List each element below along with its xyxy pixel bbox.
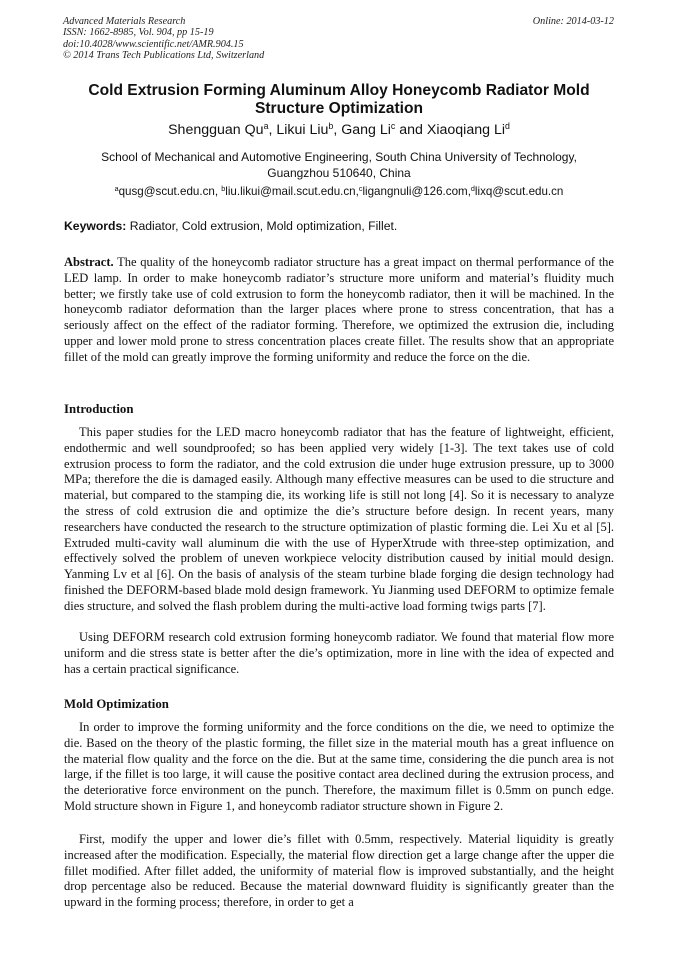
- email-address: qusg@scut.edu.cn: [118, 185, 215, 198]
- mold-paragraph: First, modify the upper and lower die’s fillet with 0.5mm, respectively. Material liquidity is greatly increased after the modification. Especially, the material flow direction get a large change after the upper die fillet modified. After fillet added, the uniformity of material flow is improved substantially, and the height drop percentage also be reduced. Because the material downward fluidity is significantly greater than the upward in the forming process; therefore, in order to get a: [64, 832, 614, 910]
- author-superscript: a: [263, 121, 269, 132]
- mold-paragraph: In order to improve the forming uniformity and the force conditions on the die, we need to optimize the die. Based on the theory of the plastic forming, the fillet size in the material mouth has a great influence on the material flow quality and the force on the die. But at the same time, considering the die punch area is not large, if the fillet is too large, it will cause the positive contact area declined during the extrusion process, and the deteriorative force environment on the punch. Therefore, the maximum fillet is 0.5mm on punch edge. Mold structure shown in Figure 1, and honeycomb radiator structure shown in Figure 2.: [64, 720, 614, 813]
- author-separator: ,: [268, 122, 277, 138]
- keywords-label: Keywords:: [64, 219, 127, 233]
- email-superscript: a: [114, 184, 119, 194]
- author-name: Shengguan Qu: [168, 122, 264, 138]
- keywords-text: Radiator, Cold extrusion, Mold optimization, Fillet.: [129, 219, 398, 233]
- author-list: [63, 122, 615, 138]
- journal-name: Advanced Materials Research: [63, 16, 186, 27]
- section-heading-mold-optimization: Mold Optimization: [64, 697, 169, 711]
- affiliation-line: Guangzhou 510640, China: [267, 166, 411, 180]
- abstract: [64, 255, 614, 366]
- section-heading-introduction: Introduction: [64, 402, 134, 416]
- email-address: ligangnuli@126.com: [362, 185, 468, 198]
- email-address: lixq@scut.edu.cn: [474, 185, 564, 198]
- journal-issn: ISSN: 1662-8985, Vol. 904, pp 15-19: [63, 27, 214, 39]
- abstract-text: The quality of the honeycomb radiator structure has a great impact on thermal performance of the LED lamp. In order to make honeycomb radiator’s structure more uniform and material’s fluidity much better; we firstly take use of cold extrusion to form the honeycomb radiator, then it will be machined. In the honeycomb radiator deformation than the larger places where prone to stress concentration, that has a seriously affect on the effect of the radiator forming. Therefore, we optimized the extrusion die, including upper and lower mold prone to stress concentration places create fillet. The results show that an appropriate fillet of the mold can greatly improve the forming uniformity and reduce the force on the die.: [64, 255, 614, 364]
- introduction-paragraph: Using DEFORM research cold extrusion forming honeycomb radiator. We found that material flow more uniform and die stress state is better after the die’s optimization, more in line with the idea of expected and has a certain practical significance.: [64, 630, 614, 676]
- author-separator: ,: [333, 122, 342, 138]
- abstract-label: Abstract.: [64, 255, 114, 269]
- author-name: Xiaoqiang Li: [426, 122, 505, 138]
- author-superscript: c: [390, 121, 396, 132]
- author-superscript: d: [504, 121, 510, 132]
- author-name: Gang Li: [341, 122, 391, 138]
- email-superscript: b: [221, 184, 226, 194]
- journal-info: [63, 16, 264, 61]
- keywords: [64, 219, 616, 233]
- email-superscript: d: [470, 184, 475, 194]
- journal-doi: doi:10.4028/www.scientific.net/AMR.904.15: [63, 38, 244, 50]
- email-address: liu.likui@mail.scut.edu.cn: [225, 185, 356, 198]
- journal-copyright: © 2014 Trans Tech Publications Ltd, Switzerland: [63, 49, 265, 61]
- author-separator: and: [395, 122, 427, 138]
- author-name: Likui Liu: [276, 122, 329, 138]
- author-superscript: b: [328, 121, 334, 132]
- paper-title: Cold Extrusion Forming Aluminum Alloy Honeycomb Radiator Mold Structure Optimization: [88, 82, 590, 117]
- email-superscript: c: [358, 184, 363, 194]
- affiliation: [63, 149, 615, 181]
- affiliation-line: School of Mechanical and Automotive Engineering, South China University of Technology,: [101, 150, 577, 164]
- online-date: Online: 2014-03-12: [532, 16, 614, 27]
- email-list: $^a$qusg@scut.edu.cn, $^b$liu.likui@mail.scut.edu.cn,$^c$ligangnuli@126.com,$^d$lixq@scut.edu.cn: [114, 184, 564, 198]
- introduction-paragraph: This paper studies for the LED macro honeycomb radiator that has the feature of lightweight, efficient, endothermic and well soundproofed; so has been applied very widely [1-3]. The text takes use of cold extrusion process to form the radiator, and the cold extrusion die under huge extrusion pressure, up to 3000 MPa; therefore the die is damaged easily. Although many effective measures can be used to die structure and material, but compared to the stamping die, its working life is still not long [4]. So it is necessary to analyze the stress of cold extrusion die and optimize the die’s structure before design. In recent years, many researchers have conducted the research to the structure optimization of plastic forming die. Lei Xu et al [5]. Extruded multi-cavity wall aluminum die with the use of HyperXtrude with three-step optimization, and effectively solved the problem of uneven workpiece velocity distribution caused by initial mould design. Yanming Lv et al [6]. On the basis of analysis of the steam turbine blade forging die design technology had finished the DEFORM-based blade mold design framework. Yu Jianming used DEFORM to optimize female dies structure, and solved the flash problem during the multi-active load forming twigs parts [7].: [64, 425, 614, 613]
